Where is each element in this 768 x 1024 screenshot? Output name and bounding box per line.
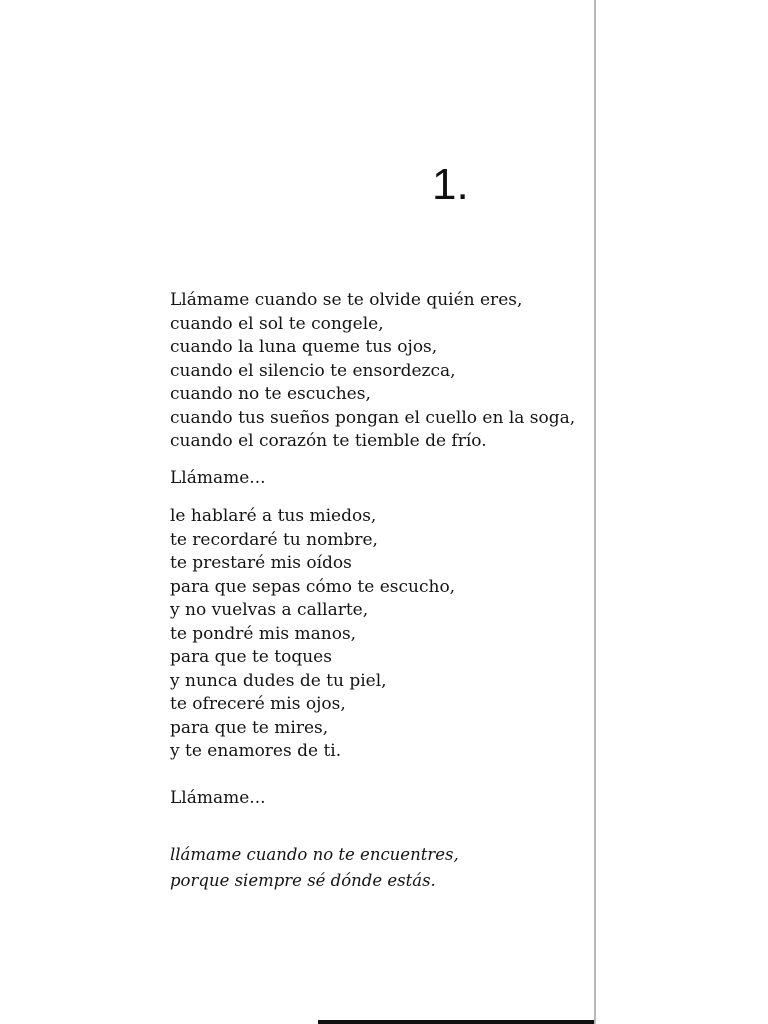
- poem-line: Llámame...: [170, 468, 266, 488]
- poem-line: y te enamores de ti.: [170, 741, 342, 761]
- poem-line: para que te mires,: [170, 717, 329, 738]
- poem-line: para que te toques: [170, 647, 332, 667]
- poem-stanza-2: [170, 505, 455, 764]
- poem-line: y nunca dudes de tu piel,: [170, 670, 387, 691]
- poem-line: le hablaré a tus miedos,: [170, 506, 377, 526]
- page-edge-divider: [594, 0, 596, 1024]
- poem-refrain-2: [170, 787, 266, 811]
- poem-line: te prestaré mis oídos: [170, 553, 352, 573]
- page-bottom-edge: [318, 1020, 594, 1024]
- poem-stanza-1: [170, 289, 575, 454]
- poem-line: porque siempre sé dónde estás.: [170, 871, 436, 890]
- poem-line: y no vuelvas a callarte,: [170, 600, 369, 620]
- poem-closing-stanza: [170, 842, 459, 894]
- poem-line: te pondré mis manos,: [170, 623, 357, 644]
- poem-line: cuando el sol te congele,: [170, 313, 384, 334]
- poem-refrain-1: [170, 467, 266, 491]
- poem-line: Llámame...: [170, 788, 266, 808]
- poem-line: cuando la luna queme tus ojos,: [170, 337, 438, 357]
- poem-line: llámame cuando no te encuentres,: [170, 845, 459, 864]
- poem-line: cuando tus sueños pongan el cuello en la soga,: [170, 407, 576, 428]
- poem-line: cuando el silencio te ensordezca,: [170, 360, 456, 381]
- poem-line: te recordaré tu nombre,: [170, 529, 378, 550]
- poem-line: te ofreceré mis ojos,: [170, 694, 346, 714]
- poem-line: cuando no te escuches,: [170, 384, 371, 404]
- poem-line: Llámame cuando se te olvide quién eres,: [170, 290, 523, 310]
- poem-line: cuando el corazón te tiemble de frío.: [170, 431, 487, 451]
- chapter-number: 1.: [432, 160, 469, 209]
- poem-line: para que sepas cómo te escucho,: [170, 576, 456, 597]
